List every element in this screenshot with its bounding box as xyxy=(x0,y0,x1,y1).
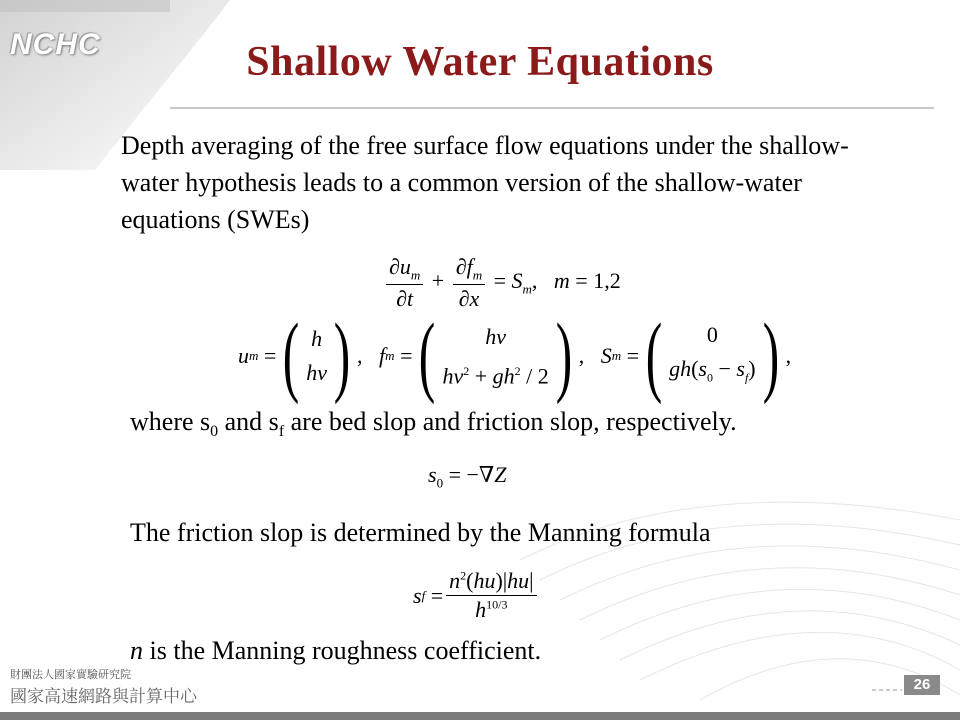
equation-manning-formula: s f = $\frac{n^2(hu)|hu|}{h^{10/3}}$ xyxy=(413,568,540,623)
slide-title: Shallow Water Equations xyxy=(246,39,714,85)
friction-sentence: The friction slop is determined by the Manning formula xyxy=(130,518,711,547)
equation-bed-slope: $s_0 = -\nabla Z$ xyxy=(428,462,507,491)
footer-org-line2: 國家高速網路與計算中心 xyxy=(10,687,197,707)
where-sentence: where $s_0$ and $s_f$ are bed slop and friction slop, respectively. xyxy=(130,407,737,441)
footer-org-line1: 財團法人國家實驗研究院 xyxy=(10,668,131,681)
manning-sentence: n is the Manning roughness coefficient. xyxy=(130,636,542,665)
nchc-logo: NCHC xyxy=(10,28,101,61)
equation-conservation-form: $\frac{\partial u_m}{\partial t}$ + $\frac{\partial f_m}{\partial x}$ = $S_m$, m = 1,2 xyxy=(383,254,621,312)
intro-paragraph: Depth averaging of the free surface flow equations under the shallow-water hypothesis leads to a common version of the shallow-water equations (SWEs) xyxy=(121,131,849,234)
page-number: 26 xyxy=(904,675,940,695)
equation-vector-definitions: u m = ( h hv ) , f m = ( hv $hv^2 + gh^2 / 2$ ) , S m = ( 0 $gh(s_0 - s_f)$ ) , xyxy=(238,306,792,406)
